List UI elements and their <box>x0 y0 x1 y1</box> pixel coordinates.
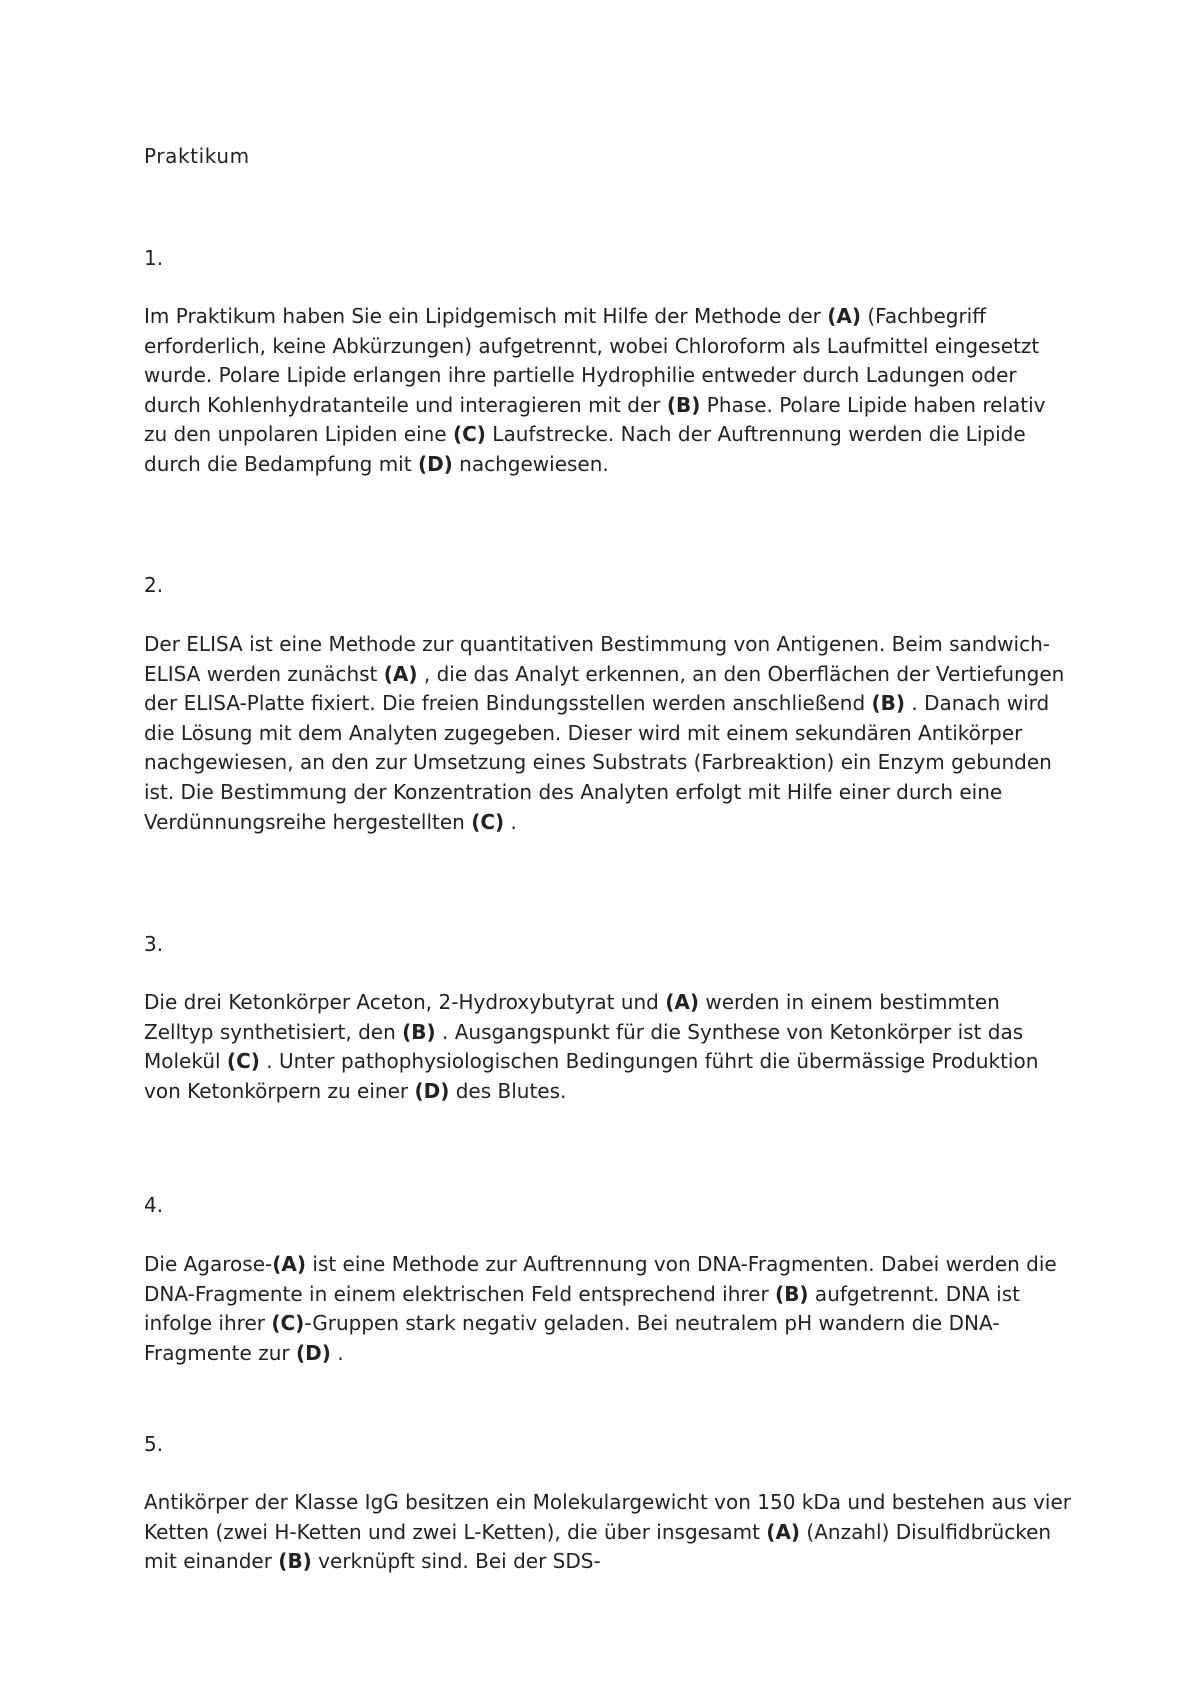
text-run: Antikörper der Klasse IgG besitzen ein Molekulargewicht von 150 kDa und bestehen aus vier Ketten (zwei H-Ketten und zwei L-Ketten), die über insgesamt <box>144 1490 1071 1544</box>
text-run: des Blutes. <box>449 1078 567 1103</box>
question-text <box>144 1488 1074 1577</box>
question-number: 3. <box>144 932 164 956</box>
text-run: . Unter pathophysiologischen Bedingungen führt die übermässige Produktion von Ketonkörpern zu einer <box>144 1049 1039 1103</box>
question-text <box>144 302 1074 480</box>
text-run: . <box>330 1340 344 1365</box>
question-number: 1. <box>144 246 164 270</box>
blank-placeholder: (D) <box>414 1078 450 1103</box>
blank-placeholder: (C) <box>452 422 486 447</box>
blank-placeholder: (B) <box>871 691 906 716</box>
blank-placeholder: (A) <box>272 1252 306 1276</box>
text-run: -Gruppen stark negativ geladen. Bei neutralem pH wandern die DNA-Fragmente zur <box>144 1311 1000 1365</box>
text-run: (Fachbegriff erforderlich, keine Abkürzungen) aufgetrennt, wobei Chloroform als Laufmittel eingesetzt wurde. Polare Lipide erlangen ihre partielle Hydrophilie entweder durch Ladungen oder durch Kohlenhydratanteile und interagieren mit der <box>144 304 1040 417</box>
blank-placeholder: (D) <box>417 451 453 476</box>
text-run: Im Praktikum haben Sie ein Lipidgemisch mit Hilfe der Methode der <box>144 304 828 328</box>
blank-placeholder: (A) <box>665 990 699 1014</box>
text-run: . Ausgangspunkt für die Synthese von Ketonkörper ist das Molekül <box>144 1019 1024 1074</box>
text-run: ist eine Methode zur Auftrennung von DNA-Fragmenten. Dabei werden die DNA-Fragmente in einem elektrischen Feld entsprechend ihrer <box>144 1252 1057 1306</box>
question-number: 2. <box>144 573 164 597</box>
blank-placeholder: (C) <box>271 1311 305 1336</box>
text-run: . Danach wird die Lösung mit dem Analyten zugegeben. Dieser wird mit einem sekundären Antikörper nachgewiesen, an den zur Umsetzung eines Substrats (Farbreaktion) ein Enzym gebunden ist. Die Bestimmung der Konzentration des Analyten erfolgt mit Hilfe einer durch eine Verdünnungsreihe hergestellten <box>144 691 1052 834</box>
text-run: Phase. Polare Lipide haben relativ zu den unpolaren Lipiden eine <box>144 392 1046 447</box>
blank-placeholder: (A) <box>383 661 418 686</box>
question-text <box>144 1250 1074 1368</box>
blank-placeholder: (B) <box>278 1549 312 1574</box>
blank-placeholder: (B) <box>402 1019 436 1044</box>
blank-placeholder: (A) <box>766 1519 801 1544</box>
text-run: Der ELISA ist eine Methode zur quantitativen Bestimmung von Antigenen. Beim sandwich-ELISA werden zunächst <box>144 632 1050 686</box>
text-run: verknüpft sind. Bei der SDS- <box>311 1549 601 1574</box>
text-run: , die das Analyt erkennen, an den Oberflächen der Vertiefungen der ELISA-Platte fixiert. Die freien Bindungsstellen werden anschließend <box>144 661 1065 716</box>
blank-placeholder: (C) <box>471 809 505 834</box>
text-run: Die Agarose- <box>144 1252 273 1276</box>
blank-placeholder: (B) <box>775 1281 809 1306</box>
question-text <box>144 988 1074 1106</box>
text-run: . <box>504 809 517 834</box>
question-number: 5. <box>144 1432 164 1456</box>
blank-placeholder: (D) <box>295 1340 331 1365</box>
blank-placeholder: (A) <box>827 304 861 328</box>
blank-placeholder: (C) <box>226 1049 260 1074</box>
text-run: werden in einem bestimmten Zelltyp synthetisiert, den <box>144 990 1000 1044</box>
text-run: aufgetrennt. DNA ist infolge ihrer <box>144 1281 1020 1336</box>
document-title: Praktikum <box>144 144 250 168</box>
question-number: 4. <box>144 1193 164 1217</box>
text-run: Laufstrecke. Nach der Auftrennung werden die Lipide durch die Bedampfung mit <box>144 422 1026 476</box>
question-text <box>144 630 1074 837</box>
text-run: nachgewiesen. <box>452 451 609 476</box>
blank-placeholder: (B) <box>666 392 701 417</box>
text-run: (Anzahl) Disulfidbrücken mit einander <box>144 1519 1052 1574</box>
text-run: Die drei Ketonkörper Aceton, 2-Hydroxybutyrat und <box>144 990 666 1014</box>
